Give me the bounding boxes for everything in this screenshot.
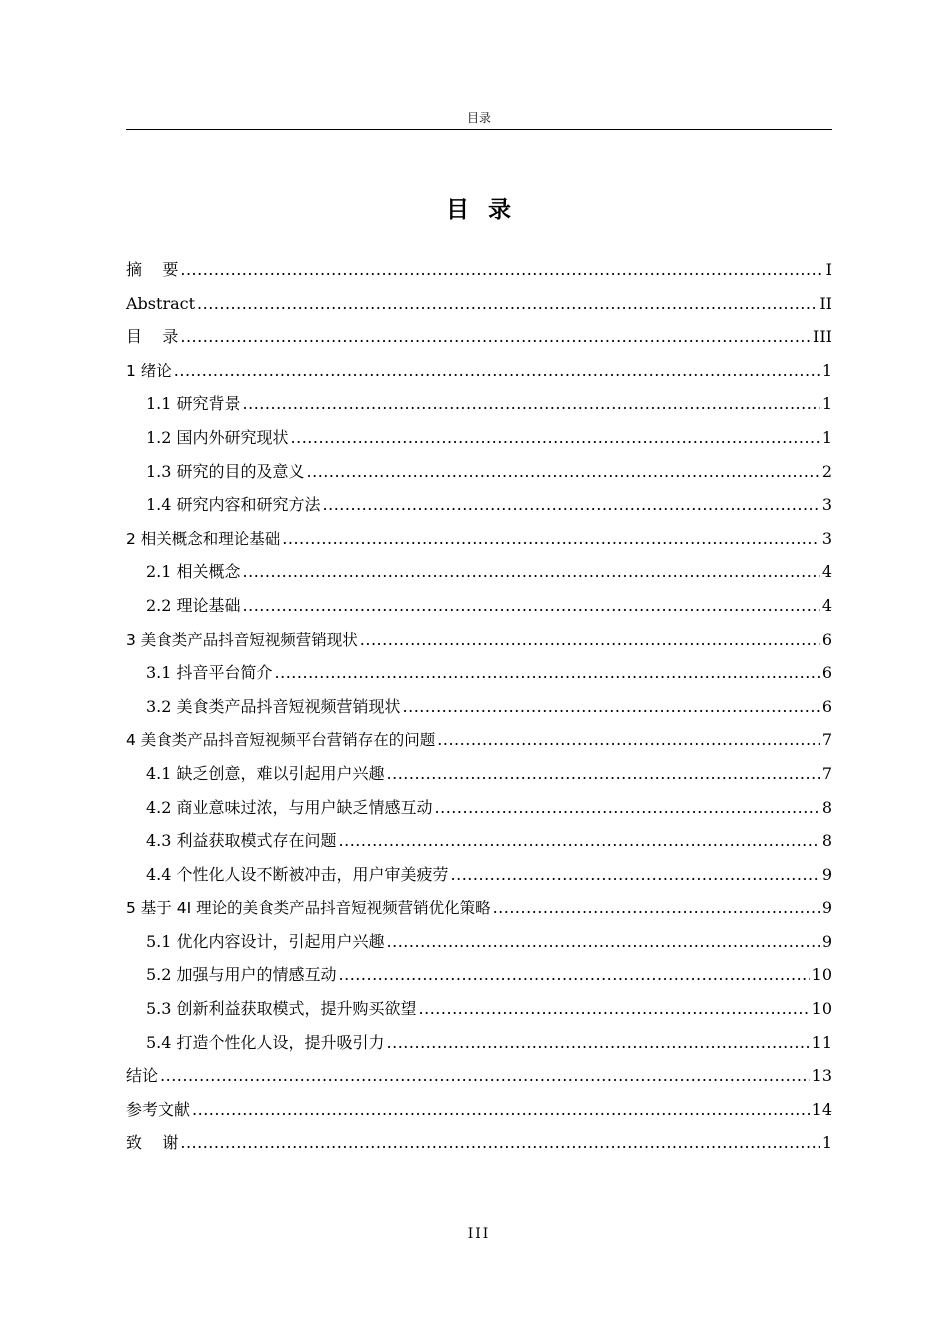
- toc-entry[interactable]: [126, 723, 832, 757]
- toc-entry-page: 4: [821, 595, 832, 615]
- toc-entry[interactable]: [126, 354, 832, 388]
- toc-entry-page: 1: [821, 1133, 832, 1153]
- dot-leader: [307, 455, 820, 489]
- toc-entry-page: 1: [821, 427, 832, 447]
- header-divider: [126, 129, 832, 130]
- table-of-contents: [126, 253, 832, 1160]
- page-title: 目 录: [445, 197, 512, 223]
- dot-leader: [174, 354, 820, 388]
- dot-leader: [180, 253, 823, 287]
- toc-entry-page: 10: [811, 965, 832, 985]
- running-header: 目录: [466, 111, 491, 125]
- toc-entry-page: 3: [821, 495, 832, 515]
- toc-entry[interactable]: [126, 1059, 832, 1093]
- toc-entry-page: 1: [821, 394, 832, 414]
- toc-entry-page: 9: [821, 864, 832, 884]
- dot-leader: [275, 656, 820, 690]
- toc-entry[interactable]: [126, 1026, 832, 1060]
- dot-leader: [243, 387, 820, 421]
- toc-entry-page: 2: [821, 461, 832, 481]
- toc-entry-label: 3.2 美食类产品抖音短视频营销现状: [146, 696, 401, 716]
- toc-entry[interactable]: [126, 656, 832, 690]
- toc-entry[interactable]: [126, 1126, 832, 1160]
- dot-leader: [387, 925, 820, 959]
- dot-leader: [243, 589, 820, 623]
- toc-entry-page: 13: [811, 1066, 832, 1086]
- toc-entry-label: 1.4 研究内容和研究方法: [146, 495, 321, 515]
- toc-entry[interactable]: [126, 623, 832, 657]
- toc-entry[interactable]: [126, 1093, 832, 1127]
- dot-leader: [493, 891, 820, 925]
- toc-entry-label: 5.4 打造个性化人设，提升吸引力: [146, 1032, 385, 1052]
- toc-entry-label: 3 美食类产品抖音短视频营销现状: [126, 630, 358, 649]
- toc-entry[interactable]: [126, 320, 832, 354]
- toc-entry-page: 11: [811, 1032, 832, 1052]
- dot-leader: [360, 623, 820, 657]
- toc-entry-label: 致 谢: [126, 1133, 179, 1153]
- toc-entry-page: 6: [821, 629, 832, 649]
- dot-leader: [419, 992, 810, 1026]
- toc-entry[interactable]: [126, 287, 832, 321]
- toc-entry[interactable]: [126, 824, 832, 858]
- dot-leader: [192, 1093, 810, 1127]
- toc-entry-label: 3.1 抖音平台简介: [146, 663, 273, 683]
- toc-entry-label: 结论: [126, 1066, 159, 1086]
- toc-entry-page: 9: [821, 898, 832, 918]
- toc-entry[interactable]: [126, 387, 832, 421]
- dot-leader: [180, 320, 811, 354]
- toc-entry-label: 4.4 个性化人设不断被冲击，用户审美疲劳: [146, 864, 449, 884]
- toc-entry[interactable]: [126, 791, 832, 825]
- toc-entry-page: 14: [811, 1099, 832, 1119]
- toc-entry-page: 8: [821, 797, 832, 817]
- toc-entry-label: 4.2 商业意味过浓，与用户缺乏情感互动: [146, 797, 433, 817]
- toc-entry-page: I: [825, 260, 832, 279]
- dot-leader: [437, 723, 820, 757]
- toc-entry-label: 2.2 理论基础: [146, 595, 241, 615]
- toc-entry[interactable]: [126, 925, 832, 959]
- toc-entry-label: 1.2 国内外研究现状: [146, 427, 289, 447]
- toc-entry-label: 4.3 利益获取模式存在问题: [146, 831, 337, 851]
- toc-entry-label: 参考文献: [126, 1099, 191, 1119]
- dot-leader: [282, 522, 820, 556]
- toc-entry-label: 1 绪论: [126, 361, 172, 380]
- dot-leader: [451, 858, 820, 892]
- toc-entry-page: II: [819, 293, 832, 313]
- toc-entry-label: 2.1 相关概念: [146, 562, 241, 582]
- dot-leader: [403, 690, 820, 724]
- toc-entry[interactable]: [126, 690, 832, 724]
- toc-entry-page: 3: [821, 528, 832, 548]
- toc-entry-page: 7: [821, 730, 832, 750]
- dot-leader: [435, 791, 820, 825]
- toc-entry-label: 5 基于 4I 理论的美食类产品抖音短视频营销优化策略: [126, 899, 491, 918]
- dot-leader: [160, 1059, 810, 1093]
- toc-entry-page: 1: [821, 360, 832, 380]
- toc-entry-label: 1.3 研究的目的及意义: [146, 461, 305, 481]
- toc-entry-label: 4.1 缺乏创意，难以引起用户兴趣: [146, 763, 385, 783]
- dot-leader: [387, 1026, 810, 1060]
- dot-leader: [197, 287, 817, 321]
- toc-entry-label: 摘 要: [126, 260, 179, 279]
- dot-leader: [339, 958, 810, 992]
- toc-entry[interactable]: [126, 488, 832, 522]
- toc-entry[interactable]: [126, 555, 832, 589]
- toc-entry-page: 7: [821, 763, 832, 783]
- toc-entry[interactable]: [126, 522, 832, 556]
- page-number: III: [467, 1226, 491, 1242]
- dot-leader: [387, 757, 820, 791]
- toc-entry-label: 4 美食类产品抖音短视频平台营销存在的问题: [126, 731, 436, 750]
- toc-entry[interactable]: [126, 253, 832, 287]
- dot-leader: [243, 555, 820, 589]
- toc-entry[interactable]: [126, 891, 832, 925]
- toc-entry[interactable]: [126, 992, 832, 1026]
- toc-entry[interactable]: [126, 958, 832, 992]
- toc-entry[interactable]: [126, 589, 832, 623]
- toc-entry[interactable]: [126, 757, 832, 791]
- toc-entry-label: 5.3 创新利益获取模式，提升购买欲望: [146, 999, 417, 1019]
- toc-entry-label: 2 相关概念和理论基础: [126, 529, 281, 548]
- toc-entry[interactable]: [126, 858, 832, 892]
- toc-entry-page: III: [813, 327, 832, 347]
- dot-leader: [291, 421, 820, 455]
- toc-entry-label: 目 录: [126, 327, 179, 347]
- toc-entry-page: 4: [821, 562, 832, 582]
- toc-entry-page: 8: [821, 831, 832, 851]
- toc-entry[interactable]: [126, 455, 832, 489]
- toc-entry-label: Abstract: [126, 293, 196, 313]
- toc-entry-page: 9: [821, 931, 832, 951]
- toc-entry-page: 6: [821, 663, 832, 683]
- toc-entry-label: 5.2 加强与用户的情感互动: [146, 965, 337, 985]
- toc-entry-page: 10: [811, 999, 832, 1019]
- toc-entry-page: 6: [821, 696, 832, 716]
- toc-entry-label: 1.1 研究背景: [146, 394, 241, 414]
- toc-entry-label: 5.1 优化内容设计，引起用户兴趣: [146, 931, 385, 951]
- dot-leader: [323, 488, 820, 522]
- dot-leader: [180, 1126, 819, 1160]
- dot-leader: [339, 824, 820, 858]
- toc-entry[interactable]: [126, 421, 832, 455]
